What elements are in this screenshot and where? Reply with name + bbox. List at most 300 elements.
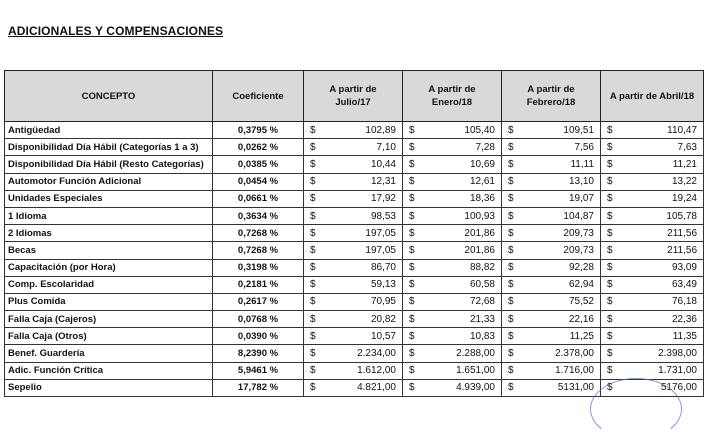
amount-wrapper xyxy=(307,176,399,187)
amount-wrapper xyxy=(604,245,700,256)
amount-wrapper xyxy=(406,314,498,325)
amount-cell-feb18 xyxy=(502,173,601,190)
currency-symbol: $ xyxy=(310,279,316,291)
amount-value: 19,07 xyxy=(568,193,594,205)
amount-cell-feb18 xyxy=(502,345,601,362)
table-row xyxy=(5,259,704,276)
coefficient-cell: 8,2390 % xyxy=(213,345,304,362)
currency-symbol: $ xyxy=(607,124,613,136)
amount-wrapper xyxy=(307,159,399,170)
amount-wrapper xyxy=(505,159,597,170)
currency-symbol: $ xyxy=(310,210,316,222)
currency-symbol: $ xyxy=(607,262,613,274)
amount-cell-jul17 xyxy=(304,311,403,328)
currency-symbol: $ xyxy=(508,210,514,222)
currency-symbol: $ xyxy=(607,158,613,170)
coefficient-cell: 0,0454 % xyxy=(213,173,304,190)
amount-value: 10,83 xyxy=(469,330,495,342)
amount-value: 102,89 xyxy=(365,124,396,136)
currency-symbol: $ xyxy=(607,141,613,153)
amount-value: 72,68 xyxy=(469,296,495,308)
amount-cell-ene18 xyxy=(403,122,502,139)
amount-cell-jul17 xyxy=(304,362,403,379)
amount-wrapper xyxy=(505,331,597,342)
amount-value: 201,86 xyxy=(464,227,495,239)
currency-symbol: $ xyxy=(310,124,316,136)
amount-value: 209,73 xyxy=(563,244,594,256)
currency-symbol: $ xyxy=(409,348,415,360)
amount-value: 10,69 xyxy=(469,158,495,170)
amount-value: 197,05 xyxy=(365,227,396,239)
amount-wrapper xyxy=(307,262,399,273)
concept-cell: 1 Idioma xyxy=(5,207,213,224)
currency-symbol: $ xyxy=(607,365,613,377)
amount-cell-feb18 xyxy=(502,293,601,310)
table-row xyxy=(5,242,704,259)
concept-cell: Disponibilidad Día Hábil (Resto Categorías) xyxy=(5,156,213,173)
concept-cell: Becas xyxy=(5,242,213,259)
amount-wrapper xyxy=(307,142,399,153)
amount-cell-ene18 xyxy=(403,259,502,276)
amount-value: 4.821,00 xyxy=(357,382,396,394)
concept-cell: Automotor Función Adicional xyxy=(5,173,213,190)
currency-symbol: $ xyxy=(508,244,514,256)
amount-cell-ene18 xyxy=(403,156,502,173)
coefficient-cell: 0,7268 % xyxy=(213,225,304,242)
concept-cell: Comp. Escolaridad xyxy=(5,276,213,293)
amount-value: 201,86 xyxy=(464,244,495,256)
amount-wrapper xyxy=(505,296,597,307)
currency-symbol: $ xyxy=(310,262,316,274)
currency-symbol: $ xyxy=(310,227,316,239)
amount-cell-ene18 xyxy=(403,328,502,345)
amount-cell-ene18 xyxy=(403,190,502,207)
amount-cell-abr18 xyxy=(601,345,704,362)
amount-wrapper xyxy=(406,262,498,273)
amount-cell-ene18 xyxy=(403,276,502,293)
amount-value: 104,87 xyxy=(563,210,594,222)
coefficient-cell: 0,0390 % xyxy=(213,328,304,345)
coefficient-cell: 5,9461 % xyxy=(213,362,304,379)
currency-symbol: $ xyxy=(409,262,415,274)
amount-wrapper xyxy=(406,348,498,359)
amount-value: 1.612,00 xyxy=(357,365,396,377)
currency-symbol: $ xyxy=(508,176,514,188)
amount-wrapper xyxy=(307,348,399,359)
header-enero18: A partir de Enero/18 xyxy=(403,71,502,122)
amount-wrapper xyxy=(406,228,498,239)
amount-value: 100,93 xyxy=(464,210,495,222)
currency-symbol: $ xyxy=(310,330,316,342)
currency-symbol: $ xyxy=(409,210,415,222)
concept-cell: Falla Caja (Otros) xyxy=(5,328,213,345)
amount-cell-feb18 xyxy=(502,259,601,276)
currency-symbol: $ xyxy=(508,330,514,342)
amount-value: 92,28 xyxy=(568,262,594,274)
amount-cell-abr18 xyxy=(601,259,704,276)
amount-wrapper xyxy=(604,331,700,342)
currency-symbol: $ xyxy=(310,244,316,256)
currency-symbol: $ xyxy=(409,382,415,394)
currency-symbol: $ xyxy=(508,193,514,205)
currency-symbol: $ xyxy=(508,348,514,360)
table-row xyxy=(5,362,704,379)
amount-value: 211,56 xyxy=(667,227,697,239)
amount-cell-jul17 xyxy=(304,173,403,190)
currency-symbol: $ xyxy=(409,193,415,205)
amount-wrapper xyxy=(307,331,399,342)
amount-wrapper xyxy=(307,245,399,256)
currency-symbol: $ xyxy=(508,279,514,291)
coefficient-cell: 0,3198 % xyxy=(213,259,304,276)
amount-value: 109,51 xyxy=(563,124,594,136)
header-concepto: CONCEPTO xyxy=(5,71,213,122)
coefficient-cell: 0,0768 % xyxy=(213,311,304,328)
table-row xyxy=(5,311,704,328)
table-row xyxy=(5,276,704,293)
amount-value: 17,92 xyxy=(370,193,396,205)
table-row xyxy=(5,122,704,139)
amount-wrapper xyxy=(604,279,700,290)
currency-symbol: $ xyxy=(508,382,514,394)
header-coeficiente: Coeficiente xyxy=(213,71,304,122)
concept-cell: Sepelio xyxy=(5,379,213,396)
amount-value: 86,70 xyxy=(370,262,396,274)
amount-cell-jul17 xyxy=(304,122,403,139)
amount-value: 76,18 xyxy=(671,296,697,308)
header-febrero18: A partir de Febrero/18 xyxy=(502,71,601,122)
amount-wrapper xyxy=(406,365,498,376)
amount-wrapper xyxy=(307,382,399,393)
concept-cell: 2 Idiomas xyxy=(5,225,213,242)
amount-wrapper xyxy=(307,211,399,222)
amount-value: 10,57 xyxy=(370,330,396,342)
table-body xyxy=(5,122,704,397)
amount-value: 70,95 xyxy=(370,296,396,308)
amount-wrapper xyxy=(406,159,498,170)
amount-cell-feb18 xyxy=(502,276,601,293)
amount-value: 1.651,00 xyxy=(456,365,495,377)
currency-symbol: $ xyxy=(508,141,514,153)
amount-value: 93,09 xyxy=(671,262,697,274)
currency-symbol: $ xyxy=(607,176,613,188)
amount-cell-abr18 xyxy=(601,311,704,328)
amount-value: 2.234,00 xyxy=(357,348,396,360)
amount-wrapper xyxy=(505,382,597,393)
currency-symbol: $ xyxy=(607,296,613,308)
amount-cell-abr18 xyxy=(601,293,704,310)
amount-wrapper xyxy=(307,365,399,376)
amount-wrapper xyxy=(307,314,399,325)
table-row xyxy=(5,173,704,190)
amount-wrapper xyxy=(307,228,399,239)
currency-symbol: $ xyxy=(508,313,514,325)
amount-wrapper xyxy=(406,211,498,222)
amount-value: 75,52 xyxy=(568,296,594,308)
currency-symbol: $ xyxy=(310,176,316,188)
header-abril18: A partir de Abril/18 xyxy=(601,71,704,122)
amount-value: 7,63 xyxy=(677,141,697,153)
amount-wrapper xyxy=(406,296,498,307)
currency-symbol: $ xyxy=(310,296,316,308)
currency-symbol: $ xyxy=(409,227,415,239)
amount-value: 2.398,00 xyxy=(658,348,697,360)
amount-cell-jul17 xyxy=(304,225,403,242)
amount-value: 7,28 xyxy=(475,141,495,153)
amount-wrapper xyxy=(307,193,399,204)
amount-cell-jul17 xyxy=(304,190,403,207)
amount-value: 1.716,00 xyxy=(555,365,594,377)
compensation-table xyxy=(4,70,704,397)
ink-stamp-mark xyxy=(590,378,682,440)
currency-symbol: $ xyxy=(508,158,514,170)
amount-value: 21,33 xyxy=(469,313,495,325)
concept-cell: Disponibilidad Día Hábil (Categorías 1 a 3) xyxy=(5,139,213,156)
amount-wrapper xyxy=(604,193,700,204)
amount-cell-ene18 xyxy=(403,225,502,242)
amount-value: 5176,00 xyxy=(660,382,697,394)
amount-cell-abr18 xyxy=(601,139,704,156)
amount-value: 5131,00 xyxy=(557,382,594,394)
amount-value: 20,82 xyxy=(370,313,396,325)
amount-wrapper xyxy=(406,279,498,290)
amount-cell-ene18 xyxy=(403,173,502,190)
amount-wrapper xyxy=(505,176,597,187)
coefficient-cell: 0,0661 % xyxy=(213,190,304,207)
table-row xyxy=(5,207,704,224)
table-row xyxy=(5,225,704,242)
amount-cell-ene18 xyxy=(403,293,502,310)
amount-cell-feb18 xyxy=(502,242,601,259)
currency-symbol: $ xyxy=(607,244,613,256)
amount-value: 11,11 xyxy=(570,158,594,170)
amount-wrapper xyxy=(505,348,597,359)
amount-cell-feb18 xyxy=(502,328,601,345)
amount-cell-abr18 xyxy=(601,190,704,207)
currency-symbol: $ xyxy=(409,158,415,170)
amount-value: 10,44 xyxy=(370,158,396,170)
currency-symbol: $ xyxy=(409,141,415,153)
concept-cell: Benef. Guardería xyxy=(5,345,213,362)
amount-value: 59,13 xyxy=(370,279,396,291)
amount-cell-jul17 xyxy=(304,328,403,345)
currency-symbol: $ xyxy=(508,124,514,136)
document-title: ADICIONALES Y COMPENSACIONES xyxy=(8,24,224,38)
currency-symbol: $ xyxy=(310,141,316,153)
currency-symbol: $ xyxy=(607,313,613,325)
table-row xyxy=(5,328,704,345)
currency-symbol: $ xyxy=(310,365,316,377)
amount-cell-feb18 xyxy=(502,190,601,207)
amount-cell-ene18 xyxy=(403,345,502,362)
amount-value: 62,94 xyxy=(568,279,594,291)
amount-cell-feb18 xyxy=(502,379,601,396)
concept-cell: Antigüedad xyxy=(5,122,213,139)
currency-symbol: $ xyxy=(409,313,415,325)
amount-cell-ene18 xyxy=(403,362,502,379)
currency-symbol: $ xyxy=(409,296,415,308)
amount-wrapper xyxy=(505,193,597,204)
amount-wrapper xyxy=(505,211,597,222)
amount-cell-jul17 xyxy=(304,207,403,224)
amount-wrapper xyxy=(604,314,700,325)
amount-wrapper xyxy=(406,382,498,393)
amount-wrapper xyxy=(604,211,700,222)
currency-symbol: $ xyxy=(607,348,613,360)
amount-wrapper xyxy=(604,125,700,136)
amount-value: 12,31 xyxy=(370,176,396,188)
amount-value: 13,10 xyxy=(568,176,594,188)
amount-value: 98,53 xyxy=(370,210,396,222)
concept-cell: Unidades Especiales xyxy=(5,190,213,207)
currency-symbol: $ xyxy=(607,210,613,222)
amount-cell-jul17 xyxy=(304,293,403,310)
currency-symbol: $ xyxy=(310,382,316,394)
currency-symbol: $ xyxy=(508,262,514,274)
currency-symbol: $ xyxy=(607,382,613,394)
currency-symbol: $ xyxy=(310,313,316,325)
amount-value: 4.939,00 xyxy=(456,382,495,394)
amount-value: 197,05 xyxy=(365,244,396,256)
table-row xyxy=(5,293,704,310)
currency-symbol: $ xyxy=(310,193,316,205)
amount-cell-feb18 xyxy=(502,225,601,242)
amount-cell-ene18 xyxy=(403,242,502,259)
amount-value: 209,73 xyxy=(563,227,594,239)
amount-cell-abr18 xyxy=(601,156,704,173)
coefficient-cell: 0,0385 % xyxy=(213,156,304,173)
amount-cell-feb18 xyxy=(502,122,601,139)
amount-wrapper xyxy=(505,279,597,290)
amount-cell-jul17 xyxy=(304,379,403,396)
coefficient-cell: 0,7268 % xyxy=(213,242,304,259)
amount-wrapper xyxy=(604,159,700,170)
currency-symbol: $ xyxy=(607,279,613,291)
amount-cell-ene18 xyxy=(403,207,502,224)
concept-cell: Capacitación (por Hora) xyxy=(5,259,213,276)
amount-value: 110,47 xyxy=(667,124,697,136)
amount-wrapper xyxy=(604,228,700,239)
amount-value: 2.288,00 xyxy=(456,348,495,360)
amount-cell-feb18 xyxy=(502,362,601,379)
currency-symbol: $ xyxy=(607,193,613,205)
amount-wrapper xyxy=(406,142,498,153)
currency-symbol: $ xyxy=(607,330,613,342)
coefficient-cell: 0,2617 % xyxy=(213,293,304,310)
amount-cell-ene18 xyxy=(403,139,502,156)
amount-value: 7,10 xyxy=(376,141,396,153)
amount-value: 13,22 xyxy=(671,176,697,188)
amount-cell-ene18 xyxy=(403,379,502,396)
amount-value: 211,56 xyxy=(667,244,697,256)
amount-value: 11,25 xyxy=(569,330,594,342)
currency-symbol: $ xyxy=(508,227,514,239)
amount-cell-jul17 xyxy=(304,276,403,293)
currency-symbol: $ xyxy=(310,158,316,170)
currency-symbol: $ xyxy=(409,176,415,188)
amount-cell-jul17 xyxy=(304,242,403,259)
amount-cell-feb18 xyxy=(502,156,601,173)
amount-wrapper xyxy=(604,142,700,153)
currency-symbol: $ xyxy=(409,244,415,256)
currency-symbol: $ xyxy=(310,348,316,360)
amount-wrapper xyxy=(406,176,498,187)
amount-value: 22,16 xyxy=(568,313,594,325)
amount-value: 63,49 xyxy=(671,279,697,291)
amount-wrapper xyxy=(604,348,700,359)
currency-symbol: $ xyxy=(409,330,415,342)
amount-cell-jul17 xyxy=(304,259,403,276)
amount-cell-jul17 xyxy=(304,139,403,156)
amount-value: 60,58 xyxy=(469,279,495,291)
coefficient-cell: 0,3795 % xyxy=(213,122,304,139)
amount-cell-feb18 xyxy=(502,311,601,328)
currency-symbol: $ xyxy=(508,296,514,308)
amount-wrapper xyxy=(505,228,597,239)
amount-cell-abr18 xyxy=(601,328,704,345)
amount-wrapper xyxy=(604,296,700,307)
amount-value: 18,36 xyxy=(469,193,495,205)
table-header-row xyxy=(5,71,704,122)
amount-wrapper xyxy=(604,176,700,187)
amount-value: 12,61 xyxy=(469,176,495,188)
amount-wrapper xyxy=(406,193,498,204)
amount-cell-jul17 xyxy=(304,345,403,362)
currency-symbol: $ xyxy=(409,124,415,136)
amount-wrapper xyxy=(505,125,597,136)
concept-cell: Plus Comida xyxy=(5,293,213,310)
header-julio17: A partir de Julio/17 xyxy=(304,71,403,122)
amount-wrapper xyxy=(604,262,700,273)
amount-wrapper xyxy=(307,125,399,136)
amount-wrapper xyxy=(307,296,399,307)
coefficient-cell: 17,782 % xyxy=(213,379,304,396)
amount-wrapper xyxy=(505,365,597,376)
amount-value: 88,82 xyxy=(469,262,495,274)
amount-wrapper xyxy=(604,365,700,376)
amount-wrapper xyxy=(505,314,597,325)
amount-cell-feb18 xyxy=(502,207,601,224)
concept-cell: Falla Caja (Cajeros) xyxy=(5,311,213,328)
amount-wrapper xyxy=(406,125,498,136)
amount-wrapper xyxy=(406,245,498,256)
amount-value: 105,40 xyxy=(464,124,495,136)
currency-symbol: $ xyxy=(409,365,415,377)
amount-value: 22,36 xyxy=(671,313,697,325)
coefficient-cell: 0,0262 % xyxy=(213,139,304,156)
amount-cell-ene18 xyxy=(403,311,502,328)
amount-cell-feb18 xyxy=(502,139,601,156)
amount-wrapper xyxy=(505,245,597,256)
currency-symbol: $ xyxy=(409,279,415,291)
amount-value: 1.731,00 xyxy=(658,365,697,377)
amount-cell-abr18 xyxy=(601,225,704,242)
amount-cell-abr18 xyxy=(601,173,704,190)
amount-cell-abr18 xyxy=(601,362,704,379)
amount-cell-abr18 xyxy=(601,276,704,293)
amount-cell-jul17 xyxy=(304,156,403,173)
table-row xyxy=(5,345,704,362)
amount-value: 19,24 xyxy=(671,193,697,205)
amount-value: 2.378,00 xyxy=(555,348,594,360)
table-row xyxy=(5,190,704,207)
amount-value: 11,21 xyxy=(672,158,697,170)
concept-cell: Adic. Función Crítica xyxy=(5,362,213,379)
coefficient-cell: 0,3634 % xyxy=(213,207,304,224)
amount-wrapper xyxy=(505,262,597,273)
amount-wrapper xyxy=(307,279,399,290)
currency-symbol: $ xyxy=(607,227,613,239)
